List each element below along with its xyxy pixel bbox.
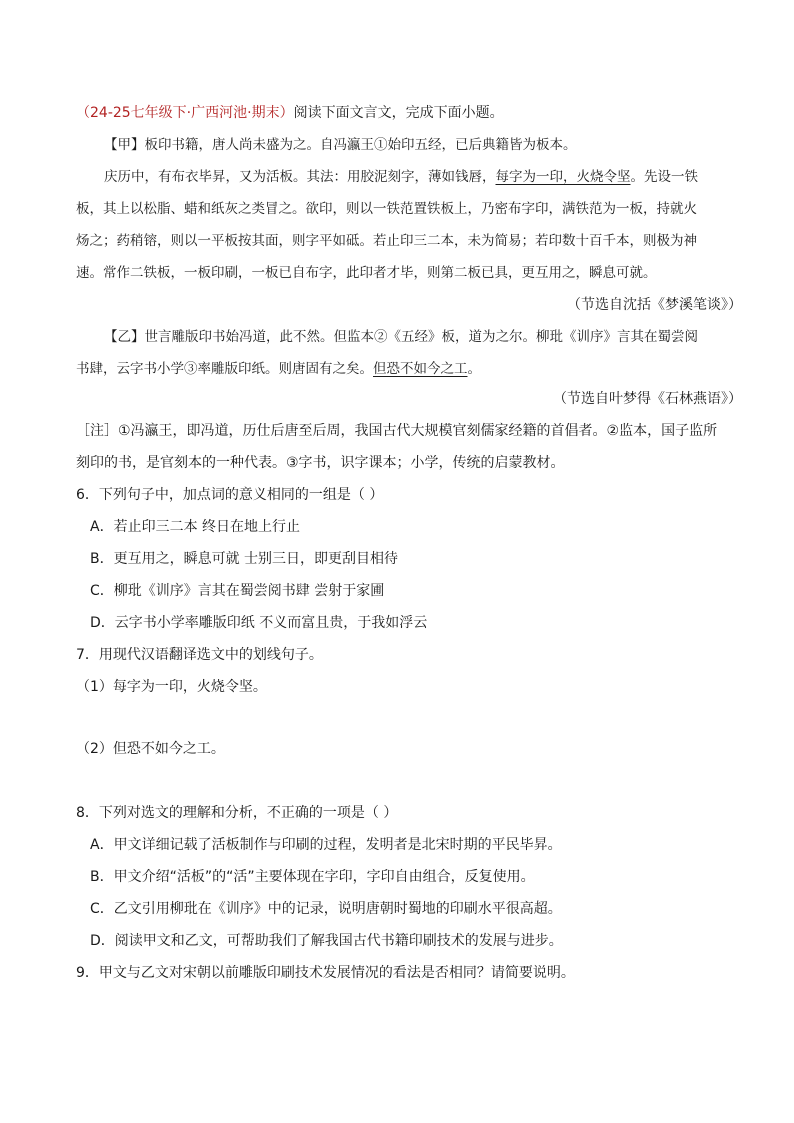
text-segment: 庆历中，有布衣毕昇，又为活板。其法：用胶泥刻字，薄如钱唇， bbox=[104, 169, 496, 185]
underlined-sentence-1: 每字为一印，火烧令坚 bbox=[495, 169, 631, 185]
question-8-stem: 8．下列对选文的理解和分析，不正确的一项是（ ） bbox=[76, 805, 398, 821]
q6-option-d: D．云字书小学率雕版印纸 不义而富且贵，于我如浮云 bbox=[90, 615, 428, 631]
q8-option-c: C．乙文引用柳玭在《训序》中的记录，说明唐朝时蜀地的印刷水平很高超。 bbox=[90, 901, 562, 917]
notes-line2: 刻印的书，是官刻本的一种代表。③字书，识字课本；小学，传统的启蒙教材。 bbox=[76, 455, 565, 471]
passage-jia-line1: 【甲】板印书籍，唐人尚未盛为之。自冯瀛王①始印五经，已后典籍皆为板本。 bbox=[104, 137, 577, 153]
passage-jia-source: （节选自沈括《梦溪笔谈》） bbox=[567, 297, 742, 313]
text-segment: 。 bbox=[467, 361, 481, 377]
passage-jia-p2-line3: 炀之；药稍镕，则以一平板按其面，则字平如砥。若止印三二本，未为简易；若印数十百千本，则极为神 bbox=[76, 233, 697, 249]
passage-yi-line2 bbox=[76, 360, 481, 378]
underlined-sentence-2: 但恐不如今之工 bbox=[373, 361, 468, 377]
q8-option-d: D．阅读甲文和乙文，可帮助我们了解我国古代书籍印刷技术的发展与进步。 bbox=[90, 933, 563, 949]
q6-option-b: B．更互用之，瞬息可就 士别三日，即更刮目相待 bbox=[90, 551, 399, 567]
question-6-stem: 6．下列句子中，加点词的意义相同的一组是（ ） bbox=[76, 487, 384, 503]
source-tag: （24-25七年级下·广西河池·期末） bbox=[76, 105, 294, 121]
q6-option-c: C．柳玭《训序》言其在蜀尝阅书肆 尝射于家圃 bbox=[90, 583, 385, 599]
passage-yi-source: （节选自叶梦得《石林燕语》） bbox=[553, 391, 742, 407]
question-9-stem: 9．甲文与乙文对宋朝以前雕版印刷技术发展情况的看法是否相同？请简要说明。 bbox=[76, 965, 575, 981]
q7-sub2: （2）但恐不如今之工。 bbox=[76, 741, 225, 757]
q7-sub1: （1）每字为一印，火烧令坚。 bbox=[76, 679, 267, 695]
passage-jia-p2-line1 bbox=[104, 168, 698, 186]
question-7-stem: 7．用现代汉语翻译选文中的划线句子。 bbox=[76, 647, 323, 663]
passage-jia-p2-line4: 速。常作二铁板，一板印刷，一板已自布字，此印者才毕，则第二板已具，更互用之，瞬息可就。 bbox=[76, 265, 657, 281]
notes-line1: ［注］①冯瀛王，即冯道，历仕后唐至后周，我国古代大规模官刻儒家经籍的首倡者。②监本，国子监所 bbox=[76, 423, 718, 439]
question-intro bbox=[76, 104, 504, 122]
passage-jia-p2-line2: 板，其上以松脂、蜡和纸灰之类冒之。欲印，则以一铁范置铁板上，乃密布字印，满铁范为一板，持就火 bbox=[76, 201, 697, 217]
q8-option-a: A．甲文详细记载了活板制作与印刷的过程，发明者是北宋时期的平民毕昇。 bbox=[90, 837, 562, 853]
q6-option-a: A．若止印三二本 终日在地上行止 bbox=[90, 519, 301, 535]
text-segment: 。先设一铁 bbox=[630, 169, 698, 185]
instruction-text: 阅读下面文言文，完成下面小题。 bbox=[293, 105, 504, 121]
text-segment: 书肆，云字书小学③率雕版印纸。则唐固有之矣。 bbox=[76, 361, 373, 377]
q8-option-b: B．甲文介绍“活板”的“活”主要体现在字印，字印自由组合，反复使用。 bbox=[90, 869, 535, 885]
passage-yi-line1: 【乙】世言雕版印书始冯道，此不然。但监本②《五经》板，道为之尔。柳玭《训序》言其在蜀尝阅 bbox=[104, 329, 698, 345]
